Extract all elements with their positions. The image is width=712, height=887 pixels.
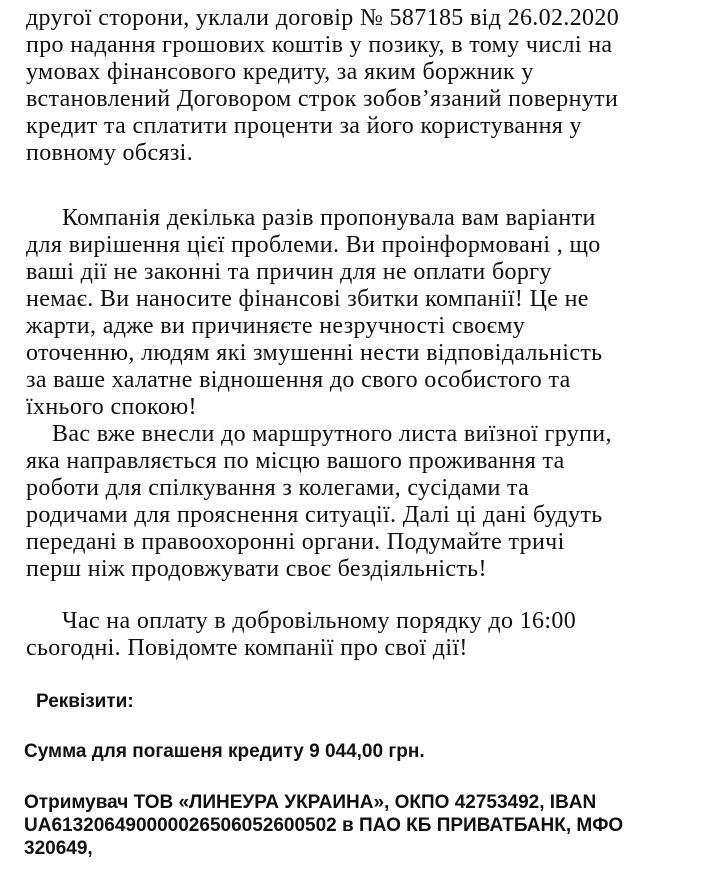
text-line: кредит та сплатити проценти за його користування у [26, 113, 582, 139]
text-line: жарти, адже ви причиняєте незручності своєму [26, 313, 526, 339]
text-line: встановлений Договором строк зобов’язаний повернути [26, 86, 619, 112]
paragraph-contract [26, 5, 619, 167]
text-line: сьогодні. Повідомте компанії про свої дії! [26, 635, 468, 661]
text-line: повному обсязі. [26, 140, 194, 166]
requisites-heading-text: Реквізити: [36, 691, 134, 712]
text-line: яка направляється по місцю вашого проживання та [26, 448, 565, 474]
text-line: Вас вже внесли до маршрутного листа виїзної групи, [52, 421, 612, 447]
text-line: Час на оплату в добровільному порядку до 16:00 [62, 608, 577, 634]
text-line: ваші дії не законні та причин для не оплати боргу [26, 259, 552, 285]
paragraph-deadline [26, 608, 576, 662]
text-line: передані в правоохоронні органи. Подумайте тричі [26, 529, 565, 555]
text-line: умовах фінансового кредиту, за яким боржник у [26, 59, 534, 85]
recipient-line: UA613206490000026506052600502 в ПАО КБ ПРИВАТБАНК, МФО [24, 815, 624, 836]
text-line: роботи для спілкування з колегами, сусідами та [26, 475, 530, 501]
text-line: оточенню, людям які змушенні нести відповідальність [26, 340, 603, 366]
text-line: Компанія декілька разів пропонувала вам варіанти [62, 205, 596, 231]
text-line: родичами для прояснення ситуації. Далі ці дані будуть [26, 502, 603, 528]
text-line: їхнього спокою! [26, 394, 197, 420]
recipient-line: 320649, [24, 838, 93, 859]
text-line: немає. Ви наносите фінансові збитки компанії! Це не [26, 286, 589, 312]
amount-line [24, 740, 425, 763]
requisites-heading [36, 690, 134, 713]
paragraph-route [26, 421, 612, 583]
text-line: за ваше халатне відношення до свого особистого та [26, 367, 571, 393]
text-line: другої сторони, уклали договір № 587185 від 26.02.2020 [26, 5, 620, 31]
amount-text: Сумма для погашеня кредиту 9 044,00 грн. [24, 741, 425, 762]
text-line: для вирішення цієї проблеми. Ви проінформовані , що [26, 232, 601, 258]
recipient-details [24, 791, 623, 860]
text-line: про надання грошових коштів у позику, в тому числі на [26, 32, 613, 58]
paragraph-company [26, 205, 602, 421]
recipient-line: Отримувач ТОВ «ЛИНЕУРА УКРАИНА», ОКПО 42753492, IBAN [24, 792, 597, 813]
text-line: перш ніж продовжувати своє бездіяльність! [26, 556, 487, 582]
